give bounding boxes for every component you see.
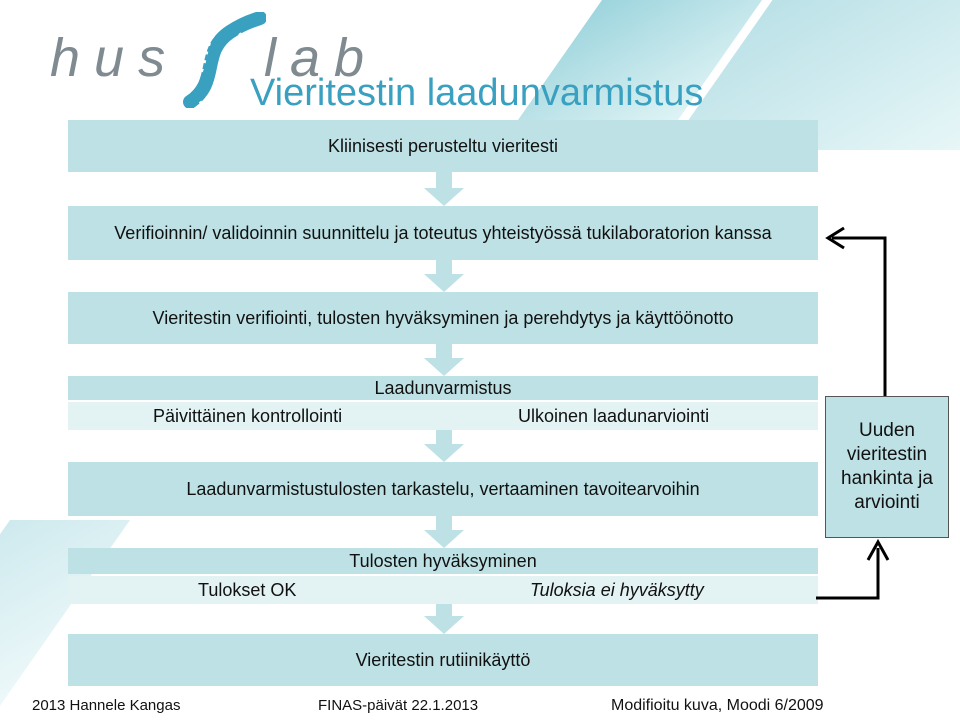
down-arrow-icon [424,344,464,376]
daily-control-label: Päivittäinen kontrollointi [153,406,343,426]
step-qa-review-label: Laadunvarmistustulosten tarkastelu, vertaaminen tavoitearvoihin [186,479,700,499]
results-rejected-label: Tuloksia ei hyväksytty [530,580,704,600]
footer-event: FINAS-päivät 22.1.2013 [318,697,479,714]
step-quality-assurance-title: Laadunvarmistus [374,378,512,398]
down-arrow-icon [424,430,464,462]
step-routine-use-label: Vieritestin rutiinikäyttö [355,650,531,670]
new-test-acquisition-box [825,396,949,538]
step-quality-assurance [68,376,818,400]
step-verification-planning-label: Verifioinnin/ validoinnin suunnittelu ja toteutus yhteistyössä tukilaboratorion kanssa [114,223,772,243]
step-results-acceptance [68,548,818,574]
footer-source: Modifioitu kuva, Moodi 6/2009 [611,697,824,714]
feedback-arrow-from-rejected-icon [814,536,894,604]
step-verification-planning [68,206,818,260]
down-arrow-icon [424,172,464,206]
step-results-acceptance-title: Tulosten hyväksyminen [349,551,537,571]
down-arrow-icon [424,516,464,548]
external-assessment-label: Ulkoinen laadunarviointi [518,406,710,426]
logo-text-right: lab [264,28,379,88]
down-arrow-icon [424,260,464,292]
results-acceptance-strip [68,576,818,604]
new-test-acquisition-label: Uuden vieritestin hankinta ja arviointi [841,420,933,513]
step-routine-use [68,634,818,686]
step-qa-review [68,462,818,516]
step-verification-label: Vieritestin verifiointi, tulosten hyväksyminen ja perehdytys ja käyttöönotto [152,308,734,328]
results-ok-label: Tulokset OK [198,580,297,600]
feedback-arrow-up-icon [818,224,898,400]
down-arrow-icon [424,604,464,634]
page-title: Vieritestin laadunvarmistus [250,72,704,114]
step-clinical-test [68,120,818,172]
quality-assurance-strip [68,402,818,430]
footer-author: 2013 Hannele Kangas [32,697,181,714]
step-verification [68,292,818,344]
logo-text-left: hus [50,28,180,88]
hus-lab-logo [50,28,379,88]
step-clinical-test-label: Kliinisesti perusteltu vieritesti [327,136,559,156]
